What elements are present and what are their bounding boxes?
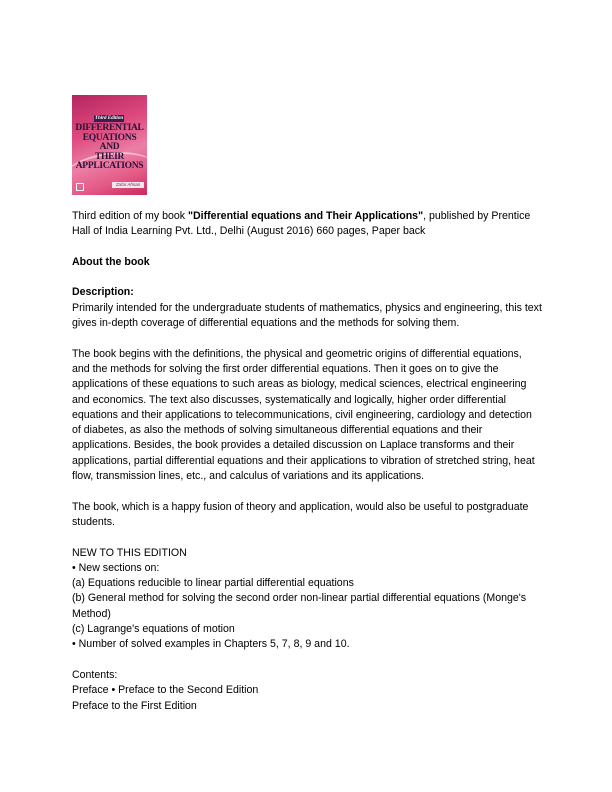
new-edition-item: • Number of solved examples in Chapters 5, 7, 8, 9 and 10. bbox=[72, 638, 350, 651]
cover-title-line: THEIR bbox=[94, 151, 125, 162]
contents-heading: Contents: bbox=[72, 668, 118, 681]
document-page bbox=[72, 95, 542, 714]
book-cover-image bbox=[72, 95, 147, 195]
cover-title-line: EQUATIONS AND bbox=[82, 132, 137, 152]
cover-title-line: APPLICATIONS bbox=[75, 161, 144, 171]
new-edition-item: (a) Equations reducible to linear partial differential equations bbox=[72, 577, 354, 590]
publisher-logo-icon bbox=[76, 183, 84, 191]
intro-paragraph bbox=[72, 209, 542, 240]
cover-title-line: DIFFERENTIAL bbox=[75, 123, 144, 133]
description-heading: Description: bbox=[72, 286, 134, 299]
intro-suffix: , published by Prentice Hall of India Learning Pvt. Ltd., Delhi (August 2016) 660 pages, Paper back bbox=[72, 210, 531, 238]
cover-edition-label: Third Edition bbox=[94, 116, 124, 121]
book-title: "Differential equations and Their Applications" bbox=[188, 210, 424, 222]
about-heading: About the book bbox=[72, 255, 150, 268]
description-paragraph: Primarily intended for the undergraduate students of mathematics, physics and engineering, this text gives in-depth coverage of differential equations and the methods for solving them. bbox=[72, 301, 542, 330]
new-edition-item: (c) Lagrange's equations of motion bbox=[72, 623, 235, 636]
contents-line: Preface • Preface to the Second Edition bbox=[72, 684, 259, 697]
cover-title bbox=[75, 124, 144, 172]
new-edition-item: • New sections on: bbox=[72, 561, 160, 574]
new-edition-heading: NEW TO THIS EDITION bbox=[72, 546, 187, 559]
cover-author: Zafar Ahsan bbox=[112, 182, 144, 188]
intro-prefix: Third edition of my book bbox=[72, 210, 188, 222]
description-paragraph: The book begins with the definitions, the physical and geometric origins of differential equations, and the methods for solving the first order differential equations. Then it goes on to give the applications of these equations to such areas as biology, medical sciences, electrical engineering and economics. The text also discusses, systematically and logically, higher order differential equations and their applications to telecommunications, civil engineering, cardiology and detection of diabetes, as also the methods of solving simultaneous differential equations and their applications. Besides, the book provides a detailed discussion on Laplace transforms and their applications, partial differential equations and their applications to vibration of stretched string, heat flow, transmission lines, etc., and calculus of variations and its applications. bbox=[72, 347, 535, 483]
new-edition-item: (b) General method for solving the second order non-linear partial differential equations (Monge's Method) bbox=[72, 592, 527, 620]
description-paragraph: The book, which is a happy fusion of theory and application, would also be useful to postgraduate students. bbox=[72, 500, 529, 528]
contents-line: Preface to the First Edition bbox=[72, 699, 197, 712]
